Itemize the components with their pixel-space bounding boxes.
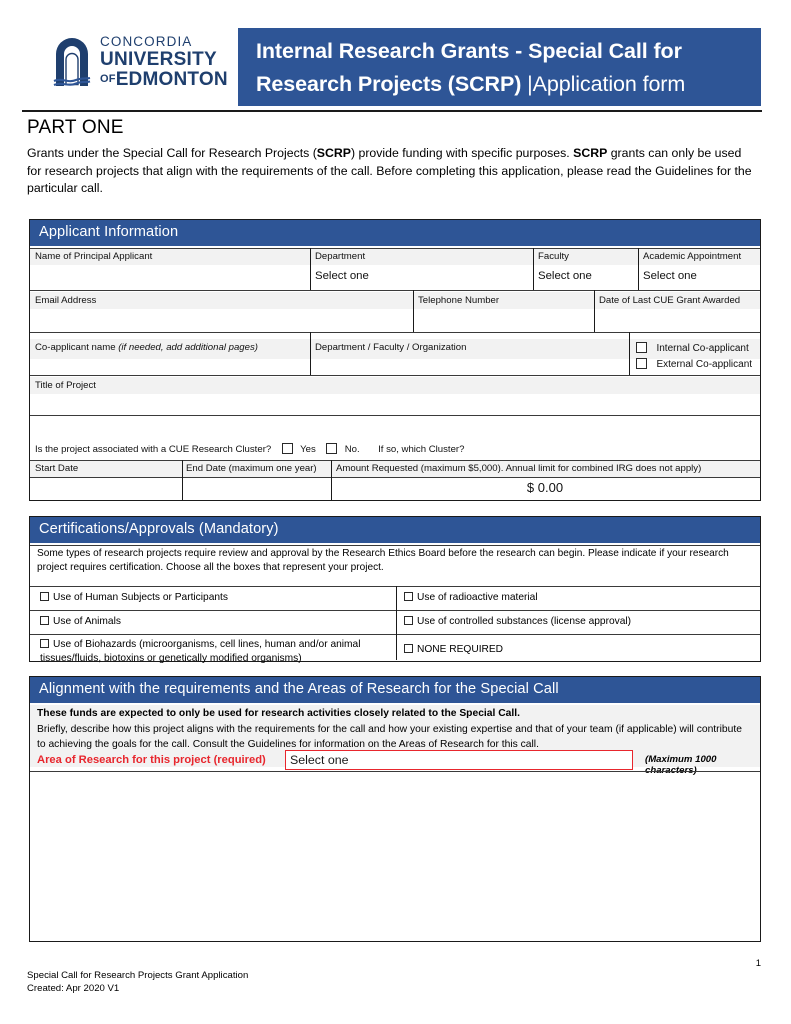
rule-c4 (30, 634, 760, 635)
alignment-section (29, 676, 761, 942)
label-controlled-substances: Use of controlled substances (license approval) (417, 616, 632, 627)
input-date-last-grant[interactable] (599, 313, 754, 329)
checkbox-row-animals[interactable] (40, 615, 385, 629)
checkbox-row-external-coapplicant[interactable] (636, 354, 752, 372)
rule-align-1 (30, 771, 760, 772)
rule-c2 (30, 586, 760, 587)
rule-a6 (30, 460, 760, 461)
label-radioactive: Use of radioactive material (417, 592, 538, 603)
divider-org-checks (629, 332, 630, 375)
label-cluster-yes: Yes (300, 444, 316, 455)
checkbox-internal-coapplicant-icon[interactable] (636, 342, 647, 353)
intro-text-3: grants can only be used for research projects that align with the requirements of the call. Before completing this application, please read the Guidelines for the particular call. (27, 146, 752, 196)
label-coapplicant-note: (if needed, add additional pages) (118, 342, 258, 353)
label-date-last-grant: Date of Last CUE Grant Awarded (599, 295, 741, 306)
label-coapplicant-name (35, 342, 305, 354)
input-end-date[interactable] (186, 482, 326, 498)
textarea-alignment-narrative[interactable] (34, 774, 756, 938)
label-which-cluster: If so, which Cluster? (378, 444, 465, 455)
input-amount-requested[interactable]: $ 0.00 (526, 480, 564, 495)
label-cluster-question: Is the project associated with a CUE Research Cluster? (35, 444, 272, 455)
checkbox-row-human-subjects[interactable] (40, 591, 385, 605)
checkbox-none-required-icon[interactable] (404, 644, 413, 653)
alignment-body-text: Briefly, describe how this project aligns with the requirements for the call and how your existing expertise and that of your team (if applicable) will contribute to achieving the goals for the call. Consult the Guidelines for information on the Areas of Research for this call. (37, 724, 742, 750)
rule-a2 (30, 290, 760, 291)
rule-c1 (30, 545, 760, 546)
label-strip-row4 (30, 377, 760, 394)
page-number: 1 (755, 958, 761, 969)
form-title-subtitle: |Application form (527, 72, 686, 96)
logo-line-concordia: CONCORDIA (100, 34, 193, 50)
input-telephone-number[interactable] (418, 313, 586, 329)
label-title-of-project: Title of Project (35, 380, 96, 391)
footer-text (27, 969, 248, 995)
intro-scrp-2: SCRP (573, 146, 608, 160)
divider-faculty-appt (638, 248, 639, 290)
logo-wordmark (100, 35, 228, 89)
label-coapplicant-org: Department / Faculty / Organization (315, 342, 467, 353)
label-max-characters: (Maximum 1000 characters) (645, 754, 717, 776)
input-start-date[interactable] (35, 482, 177, 498)
certifications-section-header: Certifications/Approvals (Mandatory) (30, 517, 760, 543)
select-faculty[interactable]: Select one (538, 270, 592, 282)
label-department: Department (315, 251, 366, 262)
alignment-section-header: Alignment with the requirements and the Areas of Research for the Special Call (30, 677, 760, 703)
research-cluster-row (35, 439, 464, 457)
alignment-bold-note: These funds are expected to only be used for research activities closely related to the Special Call. (37, 708, 520, 719)
checkbox-row-controlled-substances[interactable] (404, 615, 749, 629)
applicant-section-header: Applicant Information (30, 220, 760, 246)
checkbox-controlled-substances-icon[interactable] (404, 616, 413, 625)
label-telephone-number: Telephone Number (418, 295, 500, 306)
label-none-required: NONE REQUIRED (417, 644, 504, 655)
rule-c3 (30, 610, 760, 611)
rule-a5 (30, 415, 760, 416)
input-email-address[interactable] (35, 313, 405, 329)
input-title-of-project[interactable] (35, 398, 753, 413)
divider-email-phone (413, 290, 414, 332)
checkbox-row-radioactive[interactable] (404, 591, 749, 605)
concordia-university-edmonton-logo (52, 32, 232, 92)
label-cluster-no: No. (344, 444, 360, 455)
input-coapplicant-name[interactable] (35, 357, 305, 373)
select-area-of-research[interactable]: Select one (285, 750, 633, 770)
form-title-banner (238, 28, 761, 106)
divider-end-amount (331, 460, 332, 501)
label-coapplicant-text: Co-applicant name (35, 342, 119, 353)
checkbox-biohazards-icon[interactable] (40, 639, 49, 648)
rule-a7 (30, 477, 760, 478)
rule-a3 (30, 332, 760, 333)
rule-a1 (30, 248, 760, 249)
intro-text-1: Grants under the Special Call for Research Projects ( (27, 146, 317, 160)
masthead (0, 0, 791, 108)
logo-line-university: UNIVERSITY (100, 48, 218, 70)
input-coapplicant-org[interactable] (315, 357, 620, 373)
form-title-bold: Research Projects (SCRP) (256, 72, 522, 96)
label-faculty: Faculty (538, 251, 569, 262)
select-department[interactable]: Select one (315, 270, 369, 282)
label-human-subjects: Use of Human Subjects or Participants (53, 592, 228, 603)
footer-line-1: Special Call for Research Projects Grant Application (27, 970, 249, 981)
label-email-address: Email Address (35, 295, 97, 306)
label-principal-applicant: Name of Principal Applicant (35, 251, 153, 262)
checkbox-animals-icon[interactable] (40, 616, 49, 625)
checkbox-radioactive-icon[interactable] (404, 592, 413, 601)
header-divider (22, 110, 762, 112)
footer-line-2: Created: Apr 2020 V1 (27, 983, 120, 995)
logo-edmonton: EDMONTON (115, 68, 228, 90)
intro-text-2: ) provide funding with specific purposes. (350, 146, 574, 160)
label-biohazards: Use of Biohazards (microorganisms, cell lines, human and/or animal tissues/fluids, biotoxins or genetically modified organisms) (40, 639, 361, 664)
select-academic-appointment[interactable]: Select one (643, 270, 697, 282)
label-internal-coapplicant: Internal Co-applicant (656, 343, 749, 354)
divider-coapp-org (310, 332, 311, 375)
logo-of: OF (100, 72, 116, 85)
checkbox-cluster-yes-icon[interactable] (282, 443, 293, 454)
divider-cert-columns (396, 586, 397, 660)
page-title: PART ONE (27, 117, 124, 138)
label-external-coapplicant: External Co-applicant (656, 359, 753, 370)
label-amount-requested: Amount Requested (maximum $5,000). Annual limit for combined IRG does not apply) (336, 463, 702, 474)
divider-dept-faculty (533, 248, 534, 290)
divider-phone-grant (594, 290, 595, 332)
divider-name-dept (310, 248, 311, 290)
checkbox-row-biohazards[interactable] (40, 638, 388, 665)
label-animals: Use of Animals (53, 616, 121, 627)
logo-line-edmonton (100, 70, 228, 89)
label-start-date: Start Date (35, 463, 79, 474)
intro-paragraph (27, 145, 757, 198)
concordia-arch-logo-icon (52, 34, 92, 90)
label-academic-appointment: Academic Appointment (643, 251, 742, 262)
rule-a4 (30, 375, 760, 376)
checkbox-external-coapplicant-icon[interactable] (636, 358, 647, 369)
divider-start-end (182, 460, 183, 501)
intro-scrp-1: SCRP (316, 146, 351, 160)
checkbox-human-subjects-icon[interactable] (40, 592, 49, 601)
certifications-intro: Some types of research projects require review and approval by the Research Ethics Board before the research can begin. Please indicate if your research project requires certification. Choose all the boxes that represent your project. (37, 548, 729, 574)
label-area-of-research: Area of Research for this project (required) (37, 754, 266, 766)
label-end-date: End Date (maximum one year) (186, 463, 317, 474)
certifications-section (29, 516, 761, 662)
form-title-line-1: Internal Research Grants - Special Call for (256, 39, 682, 63)
checkbox-cluster-no-icon[interactable] (326, 443, 337, 454)
form-title-line-2 (256, 68, 747, 101)
applicant-information-section (29, 219, 761, 501)
checkbox-row-none-required[interactable] (404, 643, 749, 657)
